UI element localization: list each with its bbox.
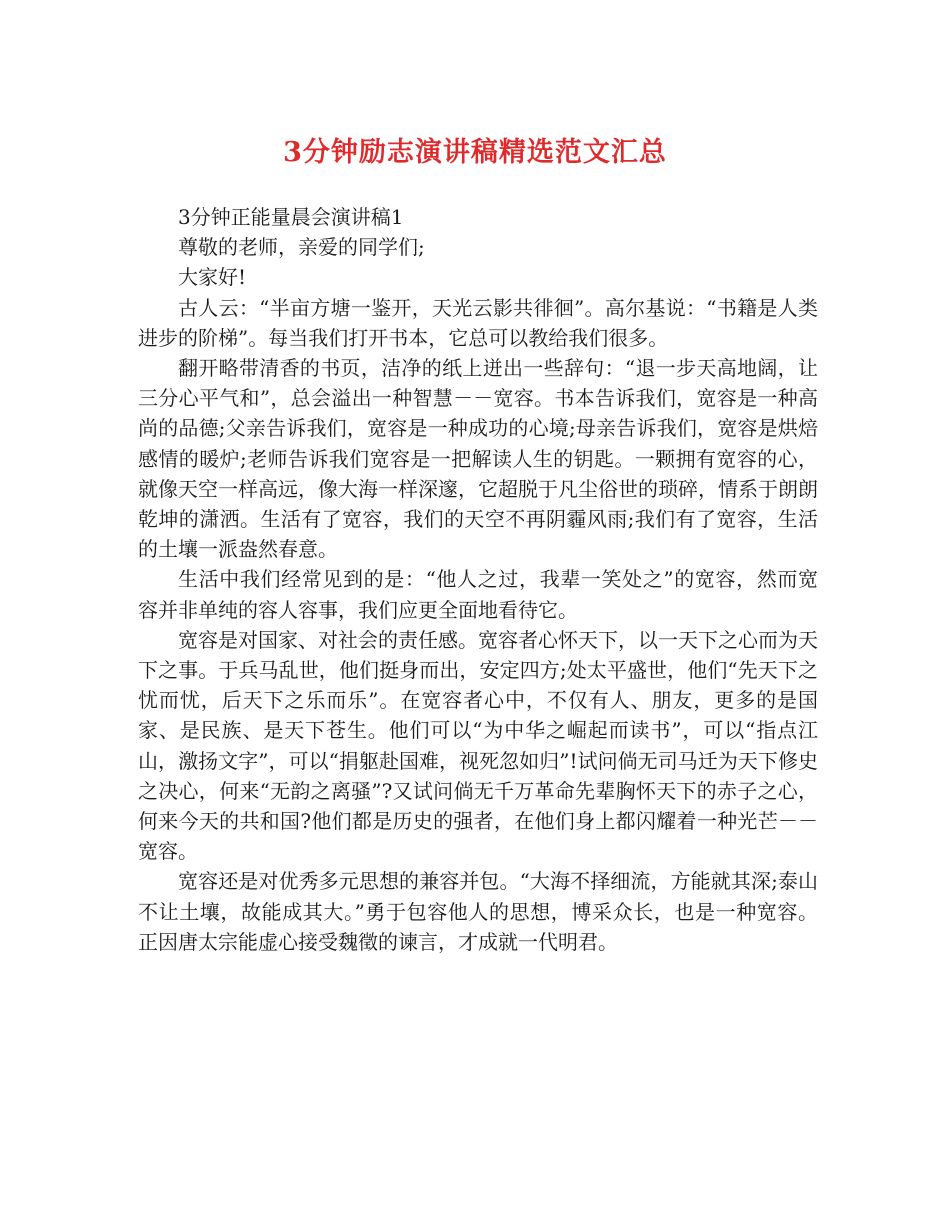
document-title: 3分钟励志演讲稿精选范文汇总 <box>283 137 667 168</box>
body-paragraph: 宽容是对国家、对社会的责任感。宽容者心怀天下，以一天下之心而为天下之事。于兵马乱世，他们挺身而出，安定四方;处太平盛世，他们“先天下之忧而忧，后天下之乐而乐”。在宽容者心中，不仅有人、朋友，更多的是国家、是民族、是天下苍生。他们可以“为中华之崛起而读书”，可以“指点江山，激扬文字”，可以“捐躯赴国难，视死忽如归”!试问倘无司马迁为天下修史之决心，何来“无韵之离骚”?又试问倘无千万革命先辈胸怀天下的赤子之心，何来今天的共和国?他们都是历史的强者，在他们身上都闪耀着一种光芒－－宽容。 <box>138 627 818 864</box>
document-body <box>138 202 818 957</box>
body-paragraph: 翻开略带清香的书页，洁净的纸上迸出一些辞句：“退一步天高地阔，让三分心平气和”，总会溢出一种智慧－－宽容。书本告诉我们，宽容是一种高尚的品德;父亲告诉我们，宽容是一种成功的心境;母亲告诉我们，宽容是烘焙感情的暖炉;老师告诉我们宽容是一把解读人生的钥匙。一颗拥有宽容的心，就像天空一样高远，像大海一样深邃，它超脱于凡尘俗世的琐碎，情系于朗朗乾坤的潇洒。生活有了宽容，我们的天空不再阴霾风雨;我们有了宽容，生活的土壤一派盎然春意。 <box>138 356 818 562</box>
body-paragraph: 生活中我们经常见到的是：“他人之过，我辈一笑处之”的宽容，然而宽容并非单纯的容人容事，我们应更全面地看待它。 <box>138 567 818 622</box>
body-paragraph: 古人云：“半亩方塘一鉴开，天光云影共徘徊”。高尔基说：“书籍是人类进步的阶梯”。每当我们打开书本，它总可以教给我们很多。 <box>138 295 818 350</box>
section-heading: 3分钟正能量晨会演讲稿1 <box>178 205 404 229</box>
greeting: 大家好! <box>178 265 247 290</box>
salutation: 尊敬的老师，亲爱的同学们; <box>178 235 425 260</box>
body-paragraph: 宽容还是对优秀多元思想的兼容并包。“大海不择细流，方能就其深;泰山不让土壤，故能成其大。”勇于包容他人的思想，博采众长，也是一种宽容。正因唐太宗能虚心接受魏徵的谏言，才成就一代明君。 <box>138 869 818 954</box>
